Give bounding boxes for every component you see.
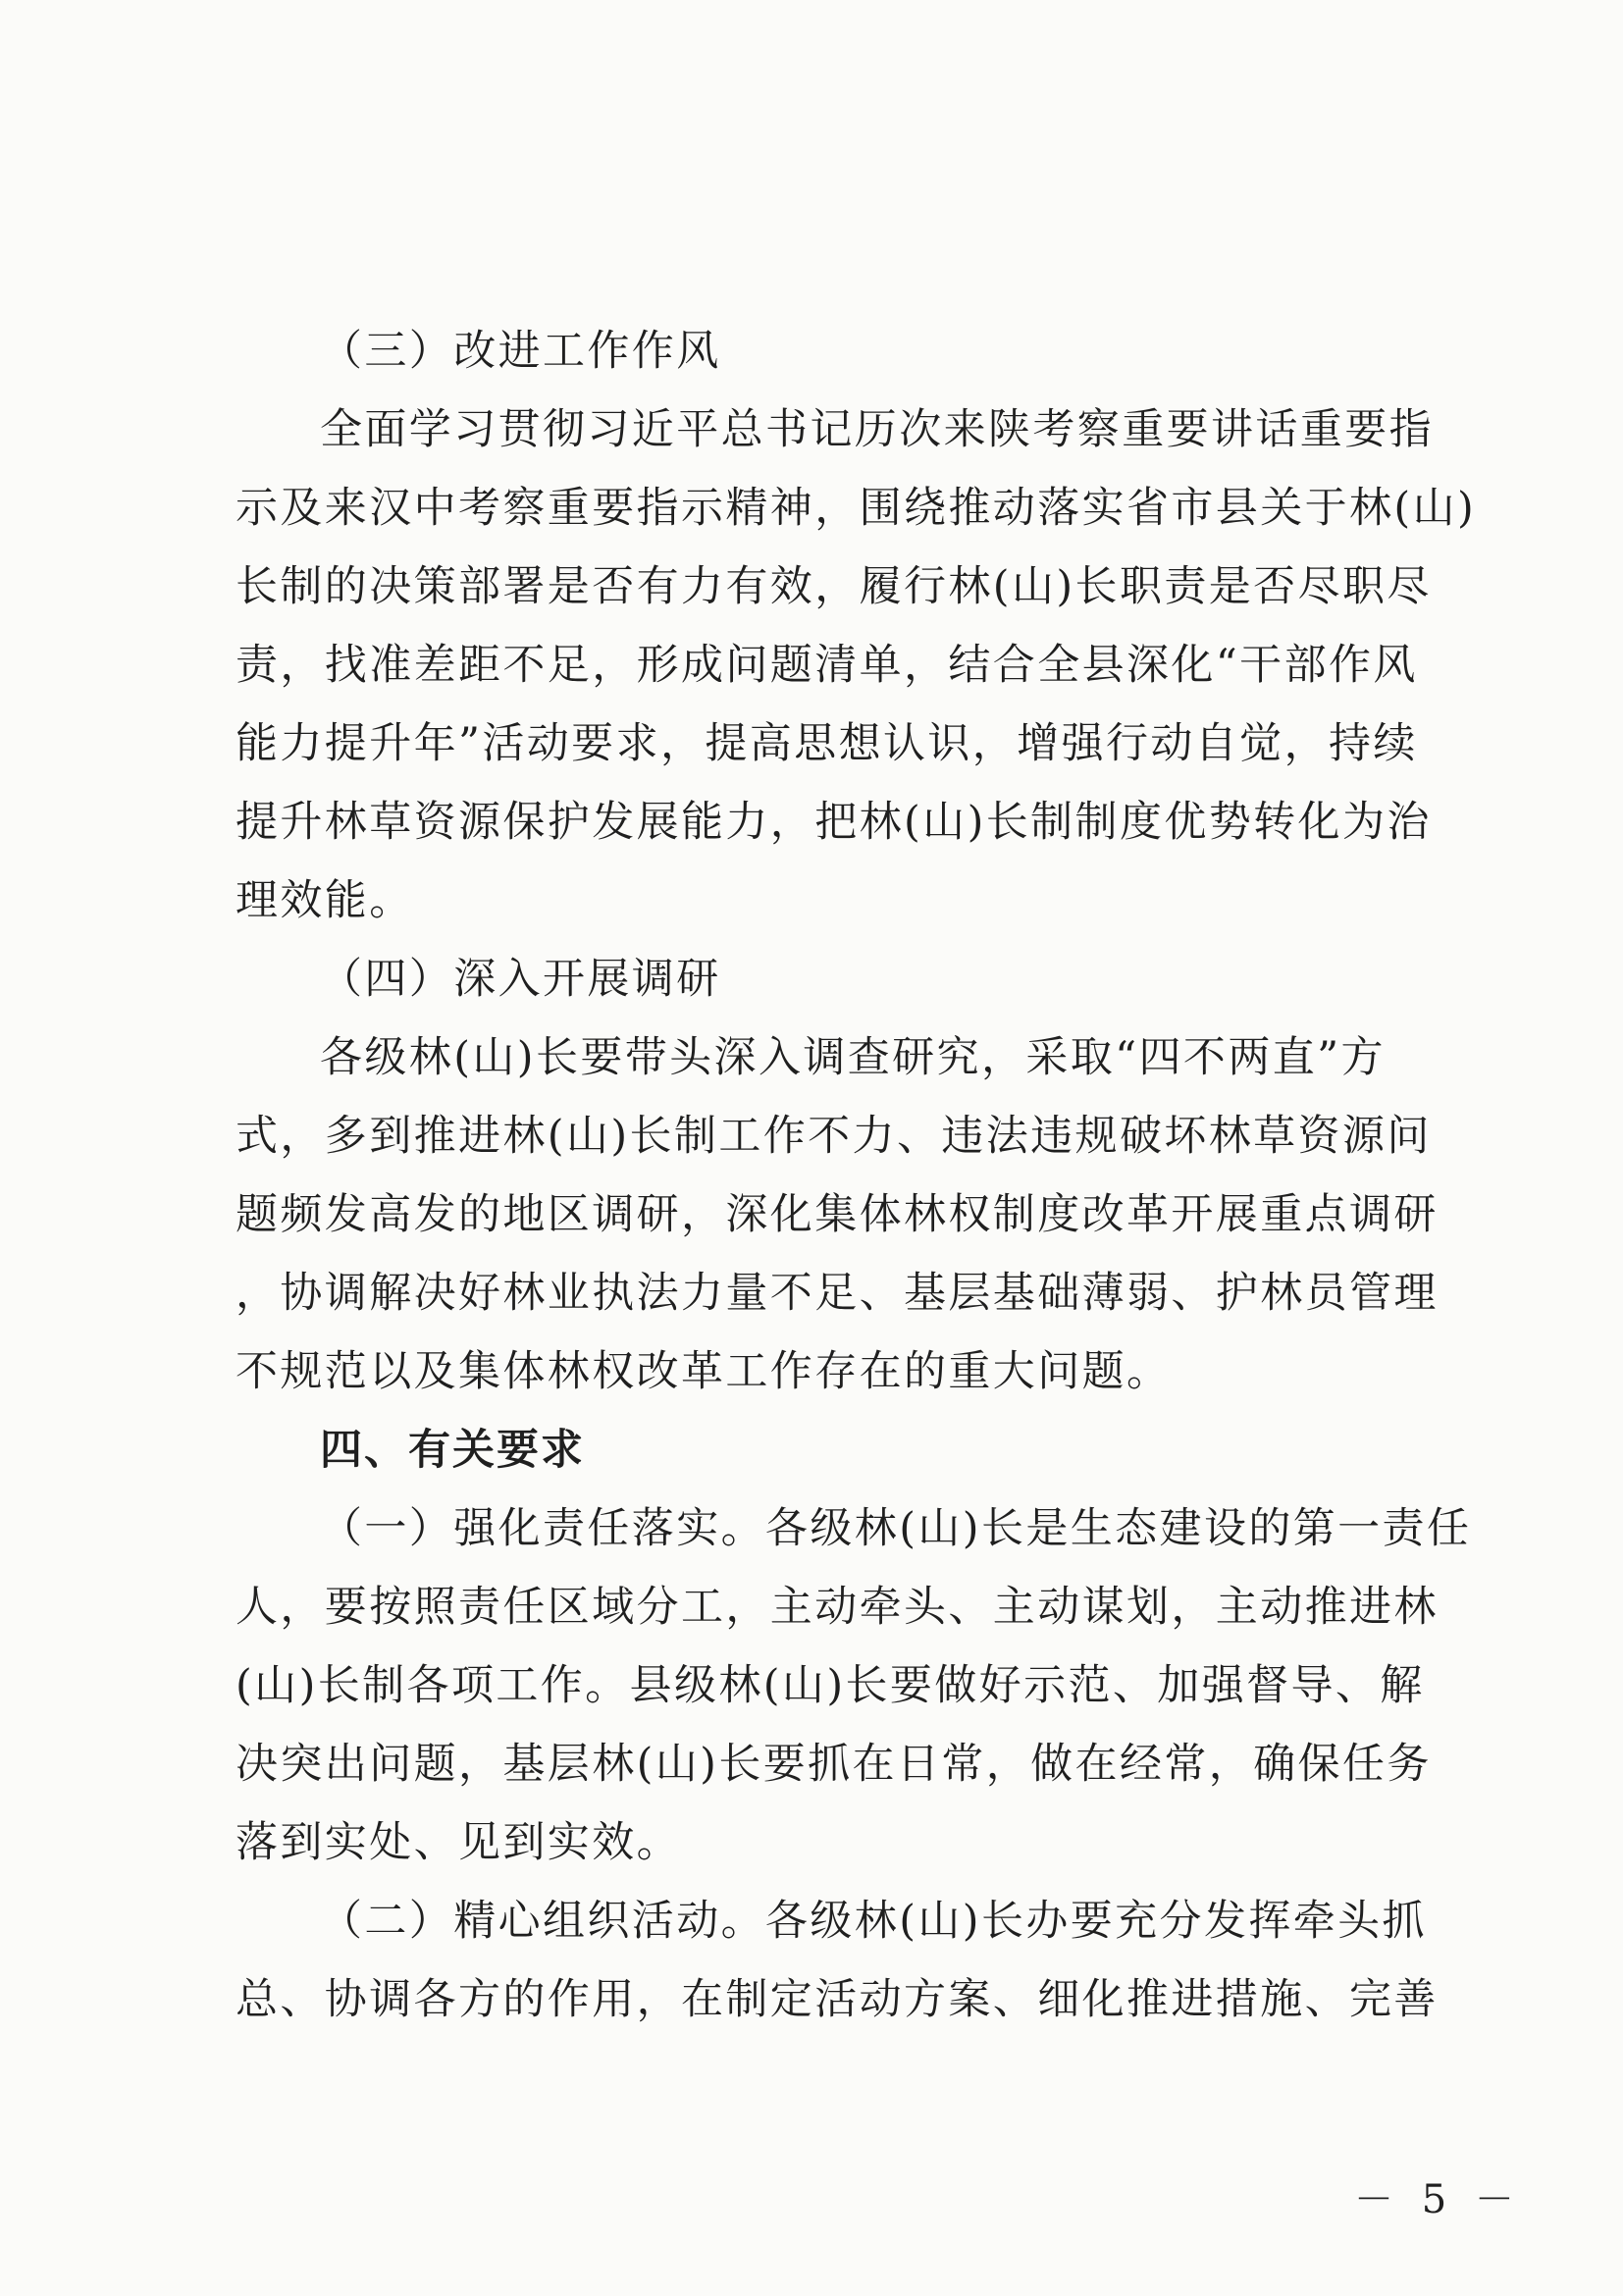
paragraph-line: （二）精心组织活动。各级林(山)长办要充分发挥牵头抓: [320, 1897, 1427, 1946]
section-heading-in-depth-research: （四）深入开展调研: [320, 955, 721, 1004]
paragraph-line: (山)长制各项工作。县级林(山)长要做好示范、加强督导、解: [236, 1661, 1425, 1710]
paragraph-line: 责，找准差距不足，形成问题清单，结合全县深化“干部作风: [236, 641, 1418, 690]
section-heading-improve-work-style: （三）改进工作作风: [320, 327, 721, 376]
paragraph-line: 式，多到推进林(山)长制工作不力、违法违规破坏林草资源问: [236, 1112, 1432, 1161]
paragraph-line: （一）强化责任落实。各级林(山)长是生态建设的第一责任: [320, 1504, 1472, 1553]
paragraph-line: 落到实处、见到实效。: [236, 1818, 681, 1867]
paragraph-line: 总、协调各方的作用，在制定活动方案、细化推进措施、完善: [236, 1975, 1439, 2024]
paragraph-line: 长制的决策部署是否有力有效，履行林(山)长职责是否尽职尽: [236, 562, 1432, 611]
paragraph-line: 不规范以及集体林权改革工作存在的重大问题。: [236, 1347, 1172, 1396]
paragraph-line: 决突出问题，基层林(山)长要抓在日常，做在经常，确保任务: [236, 1740, 1432, 1789]
page-number: － 5 －: [1354, 2177, 1522, 2222]
section-heading-requirements: 四、有关要求: [320, 1426, 585, 1475]
paragraph-line: 能力提升年”活动要求，提高思想认识，增强行动自觉，持续: [236, 719, 1418, 768]
paragraph-line: 示及来汉中考察重要指示精神，围绕推动落实省市县关于林(山): [236, 484, 1477, 533]
paragraph-line: 各级林(山)长要带头深入调查研究，采取“四不两直”方: [320, 1033, 1386, 1082]
paragraph-line: ，协调解决好林业执法力量不足、基层基础薄弱、护林员管理: [236, 1269, 1439, 1318]
paragraph-line: 全面学习贯彻习近平总书记历次来陕考察重要讲话重要指: [320, 405, 1434, 454]
paragraph-line: 人，要按照责任区域分工，主动牵头、主动谋划，主动推进林: [236, 1583, 1439, 1632]
paragraph-line: 理效能。: [236, 876, 414, 925]
paragraph-line: 提升林草资源保护发展能力，把林(山)长制制度优势转化为治: [236, 798, 1432, 847]
paragraph-line: 题频发高发的地区调研，深化集体林权制度改革开展重点调研: [236, 1190, 1439, 1239]
